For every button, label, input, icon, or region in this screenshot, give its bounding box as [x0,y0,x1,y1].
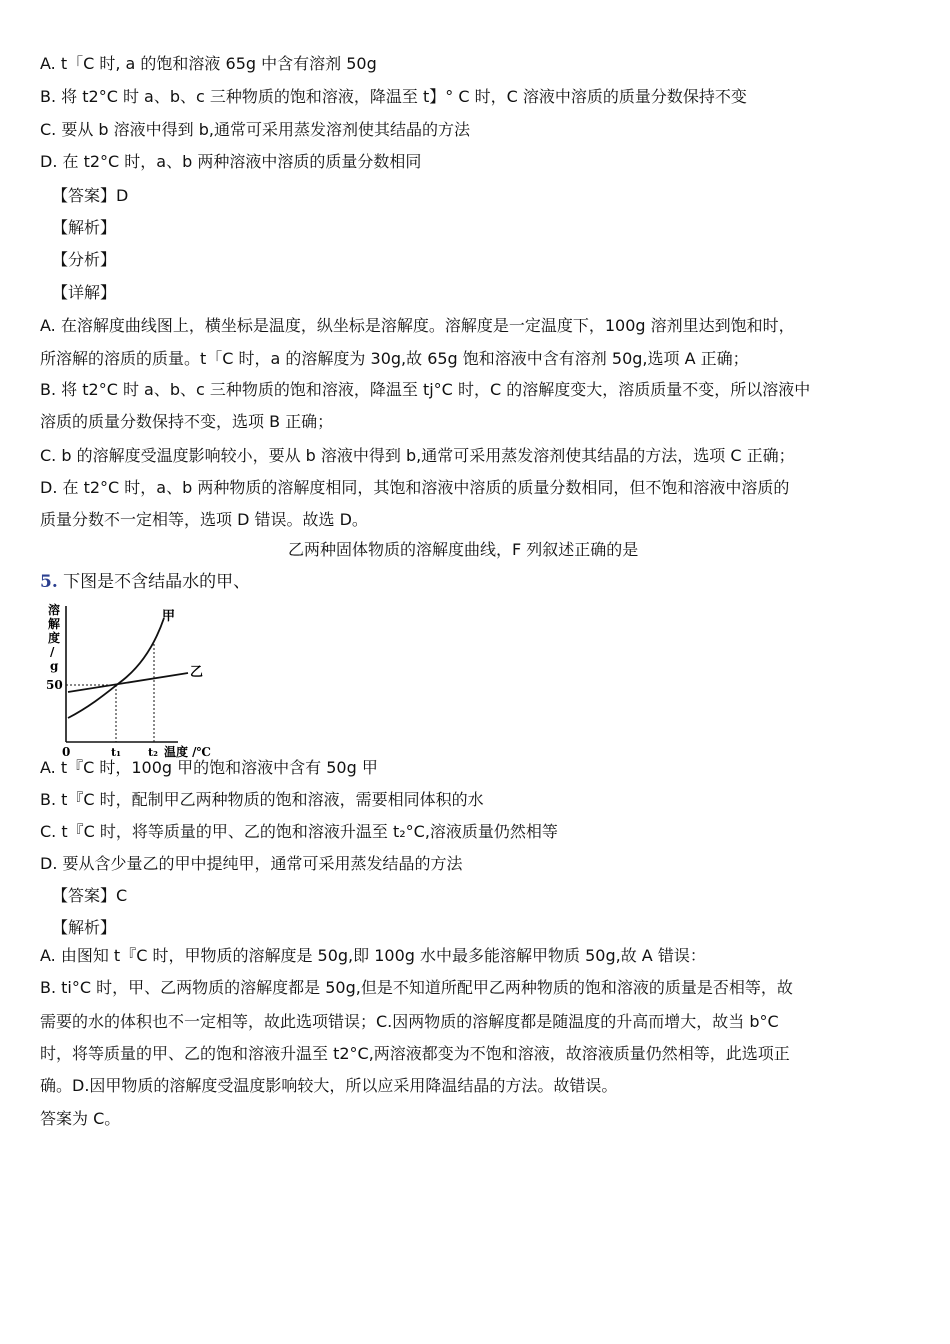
origin-label: 0 [62,745,71,759]
q5-detail-line: B. ti°C 时，甲、乙两物质的溶解度都是 50g,但是不知道所配甲乙两种物质的饱和溶液的质量是否相等，故 [40,978,793,997]
x-tick-label: t₂ [148,746,158,759]
q5-option-a: A. t『C 时，100g 甲的饱和溶液中含有 50g 甲 [40,758,378,777]
curve-label-jia: 甲 [162,609,176,624]
q4-detail-line: 所溶解的溶质的质量。t「C 时，a 的溶解度为 30g,故 65g 饱和溶液中含有溶剂 50g,选项 A 正确； [40,349,749,368]
q4-detail-line: B. 将 t2°C 时 a、b、c 三种物质的饱和溶液，降温至 tj°C 时，C 的溶解度变大，溶质质量不变，所以溶液中 [40,380,811,399]
q4-detail-line: A. 在溶解度曲线图上，横坐标是温度，纵坐标是溶解度。溶解度是一定温度下，100g 溶剂里达到饱和时， [40,316,795,335]
q5-final-answer: 答案为 C。 [40,1109,121,1128]
y-tick-label: 50 [46,678,63,692]
q4-option-d: D. 在 t2°C 时，a、b 两种溶液中溶质的质量分数相同 [40,152,422,171]
q5-jiexi-heading: 【解析】 [52,918,117,937]
q5-option-b: B. t『C 时，配制甲乙两种物质的饱和溶液，需要相同体积的水 [40,790,484,809]
q5-stem-right: 乙两种固体物质的溶解度曲线，F 列叙述正确的是 [288,540,639,559]
q5-option-d: D. 要从含少量乙的甲中提纯甲，通常可采用蒸发结晶的方法 [40,854,463,873]
q4-option-b: B. 将 t2°C 时 a、b、c 三种物质的饱和溶液，降温至 t】° C 时，C 溶液中溶质的质量分数保持不变 [40,87,747,106]
q4-detail-line: C. b 的溶解度受温度影响较小，要从 b 溶液中得到 b,通常可采用蒸发溶剂使其结晶的方法，选项 C 正确； [40,446,795,465]
y-axis-label-char: / [50,645,55,659]
q5-option-c: C. t『C 时，将等质量的甲、乙的饱和溶液升温至 t₂°C,溶液质量仍然相等 [40,822,558,841]
x-tick-label: t₁ [111,746,121,759]
y-axis-label-char: g [50,659,59,673]
q5-answer: 【答案】C [52,886,128,905]
q4-detail-line: D. 在 t2°C 时，a、b 两种物质的溶解度相同，其饱和溶液中溶质的质量分数相同，但不饱和溶液中溶质的 [40,478,790,497]
q4-detail-line: 质量分数不一定相等，选项 D 错误。故选 D。 [40,510,368,529]
q4-option-a: A. t「C 时, a 的饱和溶液 65g 中含有溶剂 50g [40,54,377,73]
y-axis-label-char: 溶 [48,603,61,617]
q5-detail-line: A. 由图知 t『C 时，甲物质的溶解度是 50g,即 100g 水中最多能溶解甲物质 50g,故 A 错误： [40,946,706,965]
q5-stem-left: 下图是不含结晶水的甲、 [63,572,251,592]
curve-label-yi: 乙 [190,665,204,680]
q5-detail-line: 需要的水的体积也不一定相等，故此选项错误；C.因两物质的溶解度都是随温度的升高而增大，故当 b°C [40,1012,779,1031]
q5-detail-line: 时，将等质量的甲、乙的饱和溶液升温至 t2°C,两溶液都变为不饱和溶液，故溶液质量仍然相等，此选项正 [40,1044,790,1063]
q4-detail-line: 溶质的质量分数保持不变，选项 B 正确； [40,412,334,431]
q4-answer: 【答案】D [52,186,129,205]
x-axis-label: 温度 /℃ [164,745,211,759]
y-axis-label-char: 解 [48,617,61,631]
q4-jiexi-heading: 【解析】 [52,218,117,237]
q4-xiangjie-heading: 【详解】 [52,283,117,302]
q4-fenxi-heading: 【分析】 [52,250,117,269]
q5-stem [40,571,250,593]
y-axis-label-char: 度 [48,631,61,645]
question-number: 5. [40,572,58,592]
solubility-curve-figure [38,600,228,760]
q5-detail-line: 确。D.因甲物质的溶解度受温度影响较大，所以应采用降温结晶的方法。故错误。 [40,1076,618,1095]
q4-option-c: C. 要从 b 溶液中得到 b,通常可采用蒸发溶剂使其结晶的方法 [40,120,471,139]
